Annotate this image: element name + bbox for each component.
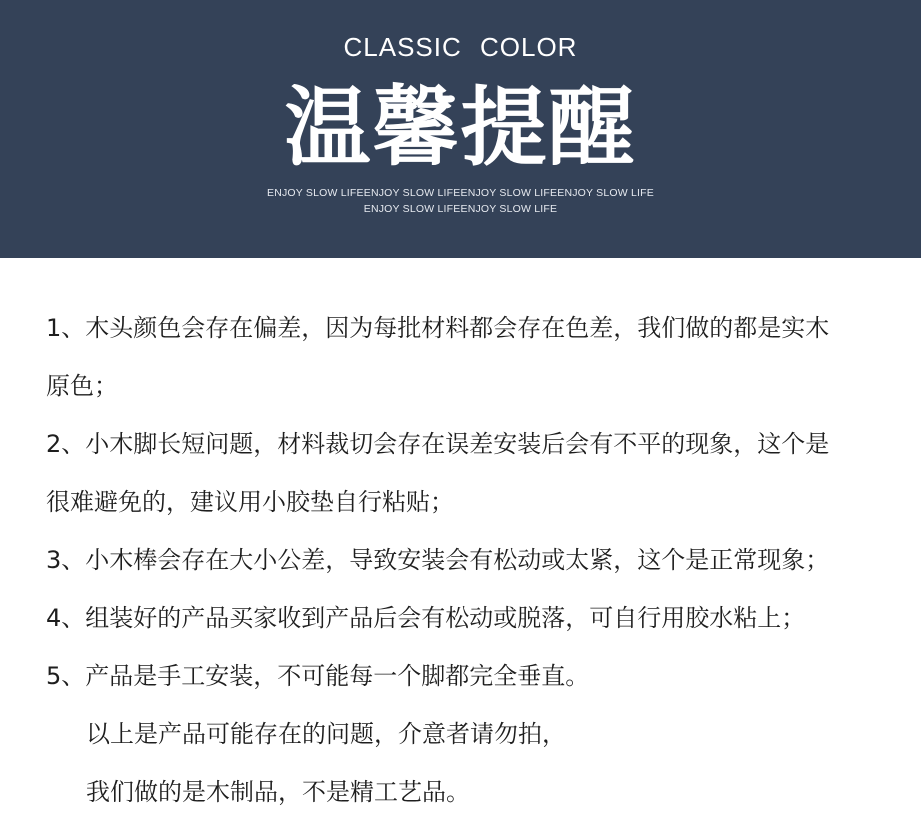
header-banner [0,0,921,258]
banner-tagline-2: ENJOY SLOW LIFEENJOY SLOW LIFE [363,203,558,215]
note-item-4: 4、组装好的产品买家收到产品后会有松动或脱落，可自行用胶水粘上； [46,604,806,632]
notes-section [0,258,921,828]
note-item-1-line-2: 原色； [46,372,118,400]
closing-line-2: 我们做的是木制品，不是精工艺品。 [86,778,470,806]
note-item-2-line-2: 很难避免的，建议用小胶垫自行粘贴； [46,488,454,516]
note-item-5: 5、产品是手工安装，不可能每一个脚都完全垂直。 [46,662,590,690]
banner-eyebrow: CLASSIC COLOR [343,32,578,62]
note-item-2-line-1: 2、小木脚长短问题，材料裁切会存在误差安装后会有不平的现象，这个是 [46,430,830,458]
note-item-3: 3、小木棒会存在大小公差，导致安装会有松动或太紧，这个是正常现象； [46,546,830,574]
banner-tagline-1: ENJOY SLOW LIFEENJOY SLOW LIFEENJOY SLOW LIFEENJOY SLOW LIFE [267,187,654,199]
note-item-1-line-1: 1、木头颜色会存在偏差，因为每批材料都会存在色差，我们做的都是实木 [46,314,830,342]
closing-line-1: 以上是产品可能存在的问题，介意者请勿拍， [86,720,566,748]
banner-title: 温馨提醒 [284,77,637,178]
